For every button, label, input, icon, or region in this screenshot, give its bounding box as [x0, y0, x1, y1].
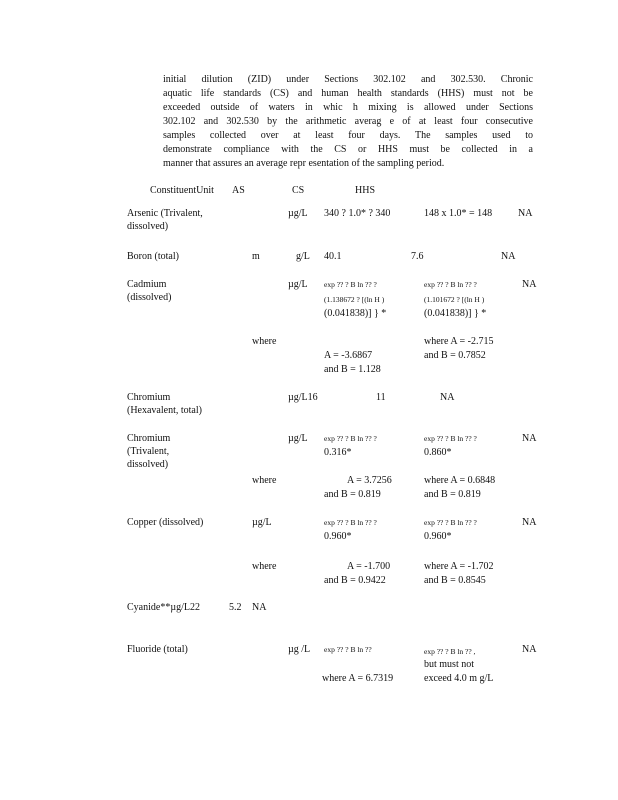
- paragraph-line: exceeded outside of waters in whic h mixing is allowed under Sections: [163, 102, 533, 113]
- copper-cs-a: where A = -1.702: [424, 561, 494, 572]
- chromium-hex-cs: 11: [376, 392, 386, 403]
- copper-name: Copper (dissolved): [127, 517, 204, 528]
- paragraph-line: demonstrate compliance with the CS or HHS must be collected in a: [163, 144, 533, 155]
- copper-where: where: [252, 561, 277, 572]
- chromium-tri-as-formula-2: 0.316*: [324, 447, 352, 458]
- cadmium-unit: µg/L: [288, 279, 308, 290]
- arsenic-hhs: NA: [518, 208, 533, 219]
- copper-cs-formula-2: 0.960*: [424, 531, 452, 542]
- cadmium-cs-a: where A = -2.715: [424, 336, 494, 347]
- arsenic-name-2: dissolved): [127, 221, 169, 232]
- cadmium-cs-b: and B = 0.7852: [424, 350, 486, 361]
- paragraph-line: aquatic life standards (CS) and human health standards (HHS) must not be: [163, 88, 533, 99]
- arsenic-unit: µg/L: [288, 208, 308, 219]
- copper-hhs: NA: [522, 517, 537, 528]
- arsenic-as: 340 ? 1.0* ? 340: [324, 208, 391, 219]
- arsenic-cs: 148 x 1.0* = 148: [424, 208, 493, 219]
- header-cs: CS: [292, 185, 305, 196]
- copper-cs-formula-1: exp ?? ? B ln ?? ?: [424, 518, 477, 527]
- fluoride-hhs: NA: [522, 644, 537, 655]
- cadmium-as-formula-2: (1.138672 ? [(ln H ): [324, 295, 385, 304]
- copper-as-formula-1: exp ?? ? B ln ?? ?: [324, 518, 377, 527]
- chromium-tri-name-2: (Trivalent,: [127, 446, 170, 457]
- fluoride-cs-formula-2: but must not: [424, 659, 475, 670]
- cyanide-hhs: NA: [252, 602, 267, 613]
- boron-as: 40.1: [324, 251, 342, 262]
- copper-unit: µg/L: [252, 517, 272, 528]
- cadmium-name-2: (dissolved): [127, 292, 172, 303]
- fluoride-name: Fluoride (total): [127, 644, 188, 655]
- header-hhs: HHS: [355, 185, 376, 196]
- cyanide-name-unit-as: Cyanide**µg/L22: [127, 602, 200, 613]
- chromium-tri-cs-b: and B = 0.819: [424, 489, 481, 500]
- header-as: AS: [232, 185, 245, 196]
- chromium-tri-name-3: dissolved): [127, 459, 169, 470]
- paragraph-line: 302.102 and 302.530 by the arithmetic averag e of at least four consecutive: [163, 116, 533, 127]
- copper-as-a: A = -1.700: [347, 561, 391, 572]
- boron-cs: 7.6: [411, 251, 424, 262]
- chromium-tri-where: where: [252, 475, 277, 486]
- chromium-tri-cs-formula-2: 0.860*: [424, 447, 452, 458]
- cyanide-cs: 5.2: [229, 602, 242, 613]
- paragraph-line: manner that assures an average repr esentation of the sampling period.: [163, 158, 445, 169]
- chromium-tri-hhs: NA: [522, 433, 537, 444]
- paragraph-line: samples collected over at least four days. The samples used to: [163, 130, 533, 141]
- chromium-tri-name: Chromium: [127, 433, 171, 444]
- fluoride-as-formula-1: exp ?? ? B ln ??: [324, 645, 372, 654]
- cadmium-as-formula-1: exp ?? ? B ln ?? ?: [324, 280, 377, 289]
- chromium-tri-cs-a: where A = 0.6848: [424, 475, 496, 486]
- cadmium-as-a: A = -3.6867: [324, 350, 373, 361]
- chromium-hex-unit-as: µg/L16: [288, 392, 318, 403]
- fluoride-as-a: where A = 6.7319: [322, 673, 394, 684]
- chromium-tri-as-a: A = 3.7256: [347, 475, 392, 486]
- cadmium-name: Cadmium: [127, 279, 167, 290]
- cadmium-as-formula-3: (0.041838)] } *: [324, 308, 387, 319]
- intro-paragraph: [163, 73, 533, 171]
- chromium-hex-hhs: NA: [440, 392, 455, 403]
- boron-name: Boron (total): [127, 251, 179, 262]
- chromium-tri-as-formula-1: exp ?? ? B ln ?? ?: [324, 434, 377, 443]
- chromium-hex-name-2: (Hexavalent, total): [127, 405, 202, 416]
- copper-as-b: and B = 0.9422: [324, 575, 386, 586]
- fluoride-cs-formula-3: exceed 4.0 m g/L: [424, 673, 494, 684]
- boron-unit-b: g/L: [296, 251, 310, 262]
- cadmium-cs-formula-2: (1.101672 ? [(ln H ): [424, 295, 485, 304]
- cadmium-cs-formula-1: exp ?? ? B ln ?? ?: [424, 280, 477, 289]
- copper-cs-b: and B = 0.8545: [424, 575, 486, 586]
- copper-as-formula-2: 0.960*: [324, 531, 352, 542]
- cadmium-hhs: NA: [522, 279, 537, 290]
- chromium-hex-name: Chromium: [127, 392, 171, 403]
- fluoride-cs-formula-1: exp ?? ? B ln ?? ,: [424, 647, 476, 656]
- boron-hhs: NA: [501, 251, 516, 262]
- chromium-tri-cs-formula-1: exp ?? ? B ln ?? ?: [424, 434, 477, 443]
- fluoride-unit: µg /L: [288, 644, 311, 655]
- boron-unit-a: m: [252, 251, 260, 262]
- cadmium-cs-formula-3: (0.041838)] } *: [424, 308, 487, 319]
- header-constituent-unit: ConstituentUnit: [150, 185, 214, 196]
- chromium-tri-unit: µg/L: [288, 433, 308, 444]
- paragraph-line: initial dilution (ZID) under Sections 302.102 and 302.530. Chronic: [163, 74, 533, 85]
- cadmium-where: where: [252, 336, 277, 347]
- cadmium-as-b: and B = 1.128: [324, 364, 381, 375]
- chromium-tri-as-b: and B = 0.819: [324, 489, 381, 500]
- arsenic-name: Arsenic (Trivalent,: [127, 208, 203, 219]
